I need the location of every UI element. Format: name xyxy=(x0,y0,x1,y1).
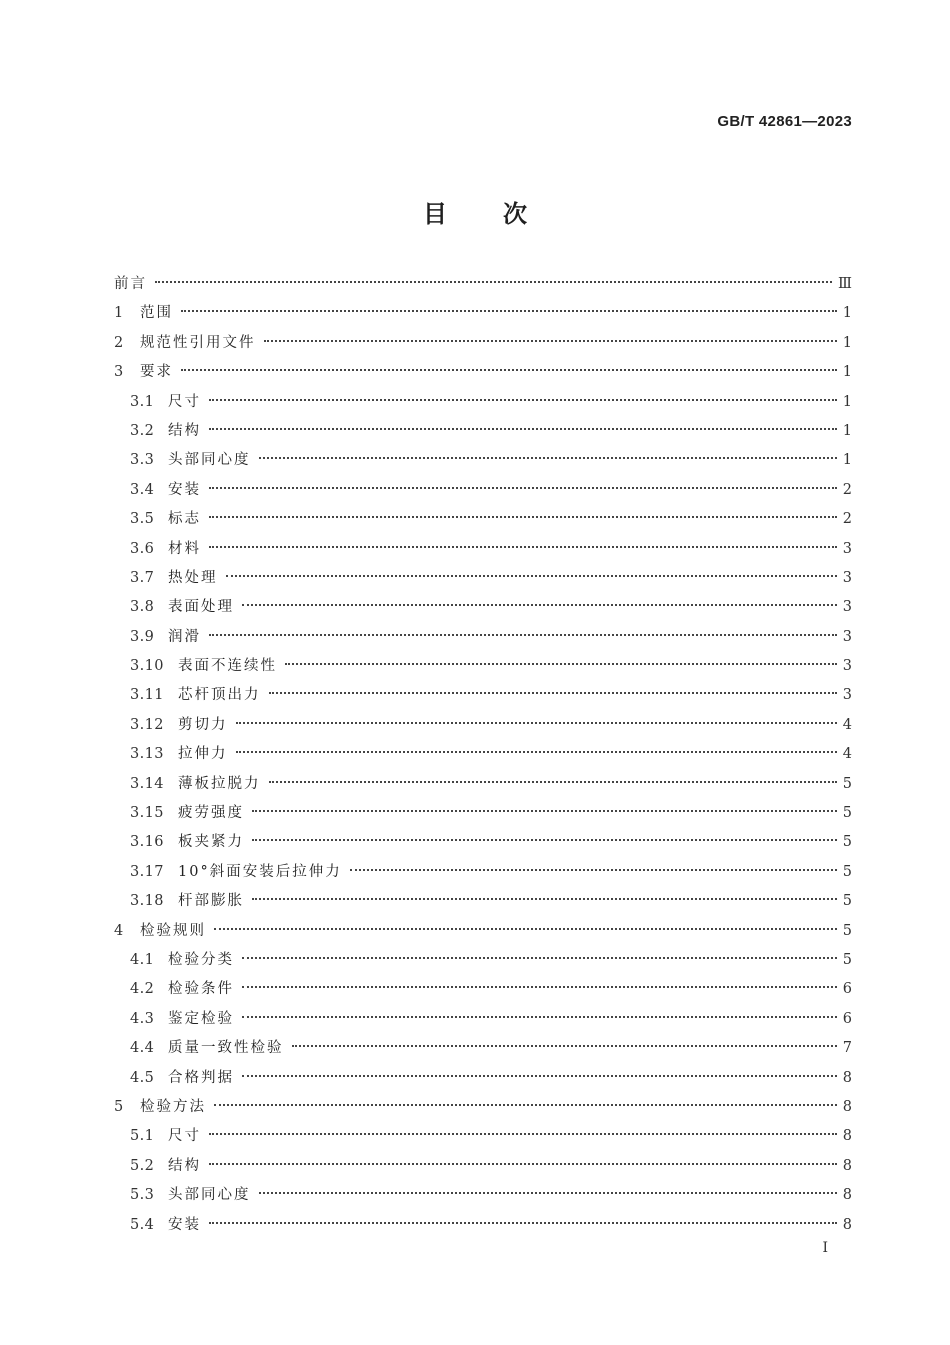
toc-entry-number: 3.13 xyxy=(130,746,164,763)
toc-entry-label: 安装 xyxy=(168,1216,201,1233)
toc-entry-page: 2 xyxy=(842,511,852,528)
toc-entry[interactable] xyxy=(114,299,852,328)
toc-entry-label: 薄板拉脱力 xyxy=(178,775,261,792)
dot-leader xyxy=(209,487,837,489)
toc-entry-label: 疲劳强度 xyxy=(178,805,244,822)
dot-leader xyxy=(292,1045,837,1047)
toc-entry-page: 8 xyxy=(842,1187,852,1204)
toc-entry-label: 头部同心度 xyxy=(168,1187,251,1204)
toc-entry[interactable] xyxy=(114,1064,852,1093)
toc-entry[interactable] xyxy=(114,1152,852,1181)
toc-entry-number: 5.1 xyxy=(130,1128,155,1145)
toc-entry-page: Ⅲ xyxy=(838,276,852,292)
toc-entry-number: 3.10 xyxy=(130,658,164,675)
toc-entry-number: 3.2 xyxy=(130,422,155,439)
toc-entry-page: 5 xyxy=(842,863,852,880)
dot-leader xyxy=(209,634,837,636)
toc-entry-label: 范围 xyxy=(140,305,173,322)
toc-entry-number: 4.1 xyxy=(130,951,155,968)
toc-entry-page: 8 xyxy=(842,1157,852,1174)
toc-entry-label: 检验分类 xyxy=(168,951,234,968)
toc-entry-page: 1 xyxy=(842,422,852,439)
dot-leader xyxy=(242,604,837,606)
toc-entry-number: 5.3 xyxy=(130,1187,155,1204)
toc-entry-page: 7 xyxy=(842,1040,852,1057)
toc-entry-label: 10°斜面安装后拉伸力 xyxy=(178,863,342,880)
toc-entry-page: 8 xyxy=(842,1069,852,1086)
toc-entry-page: 6 xyxy=(842,981,852,998)
dot-leader xyxy=(285,663,837,665)
dot-leader xyxy=(209,1163,837,1165)
toc-entry[interactable] xyxy=(114,623,852,652)
toc-entry[interactable] xyxy=(114,535,852,564)
dot-leader xyxy=(209,399,837,401)
dot-leader xyxy=(209,546,837,548)
dot-leader xyxy=(264,340,837,342)
toc-entry-number: 4.2 xyxy=(130,981,155,998)
toc-entry[interactable] xyxy=(114,711,852,740)
toc-entry[interactable] xyxy=(114,593,852,622)
toc-entry[interactable] xyxy=(114,1122,852,1151)
toc-entry-label: 热处理 xyxy=(168,569,218,586)
dot-leader xyxy=(236,722,837,724)
toc-entry-number: 3.9 xyxy=(130,628,155,645)
dot-leader xyxy=(242,986,837,988)
dot-leader xyxy=(259,457,837,459)
toc-entry[interactable] xyxy=(114,828,852,857)
toc-entry-label: 板夹紧力 xyxy=(178,834,244,851)
dot-leader xyxy=(242,1075,837,1077)
toc-entry-label: 润滑 xyxy=(168,628,201,645)
toc-entry[interactable] xyxy=(114,417,852,446)
toc-entry-page: 4 xyxy=(842,746,852,763)
toc-entry-number: 4.3 xyxy=(130,1010,155,1027)
dot-leader xyxy=(214,1104,837,1106)
toc-entry-label: 头部同心度 xyxy=(168,452,251,469)
toc-entry-number: 1 xyxy=(114,305,124,322)
toc-entry-label: 结构 xyxy=(168,1157,201,1174)
toc-entry-label: 拉伸力 xyxy=(178,746,228,763)
toc-entry[interactable] xyxy=(114,652,852,681)
dot-leader xyxy=(259,1192,837,1194)
toc-entry[interactable] xyxy=(114,770,852,799)
dot-leader xyxy=(226,575,837,577)
toc-entry-label: 鉴定检验 xyxy=(168,1010,234,1027)
toc-entry-label: 规范性引用文件 xyxy=(140,334,256,351)
toc-entry-number: 3.1 xyxy=(130,393,155,410)
dot-leader xyxy=(269,781,837,783)
toc-entry-number: 5.2 xyxy=(130,1157,155,1174)
toc-entry-label: 标志 xyxy=(168,511,201,528)
dot-leader xyxy=(155,281,832,283)
standard-code: GB/T 42861—2023 xyxy=(717,113,852,130)
toc-entry[interactable] xyxy=(114,1005,852,1034)
toc-entry[interactable] xyxy=(114,505,852,534)
page-number: I xyxy=(822,1240,828,1256)
toc-entry[interactable] xyxy=(114,1211,852,1240)
toc-entry-number: 3.12 xyxy=(130,716,164,733)
toc-entry-number: 5.4 xyxy=(130,1216,155,1233)
dot-leader xyxy=(214,928,837,930)
toc-entry-number: 3.14 xyxy=(130,775,164,792)
toc-entry-page: 5 xyxy=(842,951,852,968)
dot-leader xyxy=(350,869,837,871)
dot-leader xyxy=(252,810,837,812)
toc-entry-label: 尺寸 xyxy=(168,1128,201,1145)
toc-entry-number: 3.6 xyxy=(130,540,155,557)
toc-entry-number: 3.11 xyxy=(130,687,164,704)
toc-entry-page: 3 xyxy=(842,569,852,586)
toc-entry[interactable] xyxy=(114,1181,852,1210)
toc-entry[interactable] xyxy=(114,388,852,417)
toc-entry[interactable] xyxy=(114,1034,852,1063)
toc-entry-number: 3.17 xyxy=(130,863,164,880)
dot-leader xyxy=(252,839,837,841)
toc-entry-number: 3.3 xyxy=(130,452,155,469)
toc-entry-page: 5 xyxy=(842,922,852,939)
toc-entry-page: 1 xyxy=(842,364,852,381)
toc-entry[interactable] xyxy=(114,975,852,1004)
toc-entry-page: 4 xyxy=(842,716,852,733)
toc-entry-label: 合格判据 xyxy=(168,1069,234,1086)
toc-entry-label: 芯杆顶出力 xyxy=(178,687,261,704)
toc-entry-label: 材料 xyxy=(168,540,201,557)
toc-entry-page: 8 xyxy=(842,1098,852,1115)
toc-entry-label: 安装 xyxy=(168,481,201,498)
toc-entry[interactable] xyxy=(114,358,852,387)
toc-entry[interactable] xyxy=(114,1093,852,1122)
toc-entry[interactable] xyxy=(114,681,852,710)
toc-entry-label: 结构 xyxy=(168,422,201,439)
toc-entry-number: 4 xyxy=(114,922,124,939)
toc-entry[interactable] xyxy=(114,946,852,975)
toc-entry-label: 要求 xyxy=(140,364,173,381)
dot-leader xyxy=(181,369,837,371)
toc-entry[interactable] xyxy=(114,476,852,505)
toc-entry-number: 3.16 xyxy=(130,834,164,851)
toc-entry-page: 2 xyxy=(842,481,852,498)
toc-entry-number: 3.7 xyxy=(130,569,155,586)
toc-entry-label: 剪切力 xyxy=(178,716,228,733)
toc-entry-label: 表面处理 xyxy=(168,599,234,616)
toc-entry[interactable] xyxy=(114,887,852,916)
toc-entry-number: 3.8 xyxy=(130,599,155,616)
toc-entry-number: 3.15 xyxy=(130,805,164,822)
toc-entry-page: 3 xyxy=(842,540,852,557)
toc-entry-page: 6 xyxy=(842,1010,852,1027)
toc-entry[interactable] xyxy=(114,740,852,769)
toc-entry-page: 1 xyxy=(842,452,852,469)
dot-leader xyxy=(242,1016,837,1018)
toc-entry-page: 8 xyxy=(842,1216,852,1233)
toc-entry-page: 3 xyxy=(842,658,852,675)
toc-entry-number: 3.5 xyxy=(130,511,155,528)
toc-entry[interactable] xyxy=(114,564,852,593)
toc-entry-number: 4.4 xyxy=(130,1040,155,1057)
toc-entry-page: 8 xyxy=(842,1128,852,1145)
toc-entry-page: 5 xyxy=(842,834,852,851)
dot-leader xyxy=(209,428,837,430)
toc-entry-number: 3.4 xyxy=(130,481,155,498)
toc-entry-page: 3 xyxy=(842,687,852,704)
dot-leader xyxy=(209,1133,837,1135)
toc-entry-number: 2 xyxy=(114,334,124,351)
toc-entry-page: 3 xyxy=(842,599,852,616)
toc-entry-label: 质量一致性检验 xyxy=(168,1040,284,1057)
toc-entry-label: 检验规则 xyxy=(140,922,206,939)
dot-leader xyxy=(209,1222,837,1224)
toc-entry-page: 1 xyxy=(842,393,852,410)
toc-entry-label: 杆部膨胀 xyxy=(178,893,244,910)
toc-entry-label: 前言 xyxy=(114,276,147,292)
toc-entry-label: 检验方法 xyxy=(140,1098,206,1115)
page-title: 目次 xyxy=(423,200,583,228)
dot-leader xyxy=(269,692,837,694)
toc-entry-label: 表面不连续性 xyxy=(178,658,277,675)
toc-entry-number: 3 xyxy=(114,364,124,381)
toc-entry-page: 5 xyxy=(842,893,852,910)
toc-entry[interactable] xyxy=(114,446,852,475)
dot-leader xyxy=(236,751,837,753)
toc-entry-number: 5 xyxy=(114,1098,124,1115)
toc-entry-page: 5 xyxy=(842,805,852,822)
toc-entry-label: 尺寸 xyxy=(168,393,201,410)
toc-entry[interactable] xyxy=(114,329,852,358)
dot-leader xyxy=(242,957,837,959)
dot-leader xyxy=(181,310,837,312)
table-of-contents xyxy=(114,270,852,1240)
toc-entry[interactable] xyxy=(114,270,852,299)
toc-entry[interactable] xyxy=(114,799,852,828)
toc-entry-page: 1 xyxy=(842,305,852,322)
toc-entry[interactable] xyxy=(114,917,852,946)
toc-entry-page: 1 xyxy=(842,334,852,351)
dot-leader xyxy=(252,898,837,900)
toc-entry-number: 4.5 xyxy=(130,1069,155,1086)
toc-entry-number: 3.18 xyxy=(130,893,164,910)
toc-entry-page: 3 xyxy=(842,628,852,645)
dot-leader xyxy=(209,516,837,518)
toc-entry-page: 5 xyxy=(842,775,852,792)
toc-entry-label: 检验条件 xyxy=(168,981,234,998)
toc-entry[interactable] xyxy=(114,858,852,887)
